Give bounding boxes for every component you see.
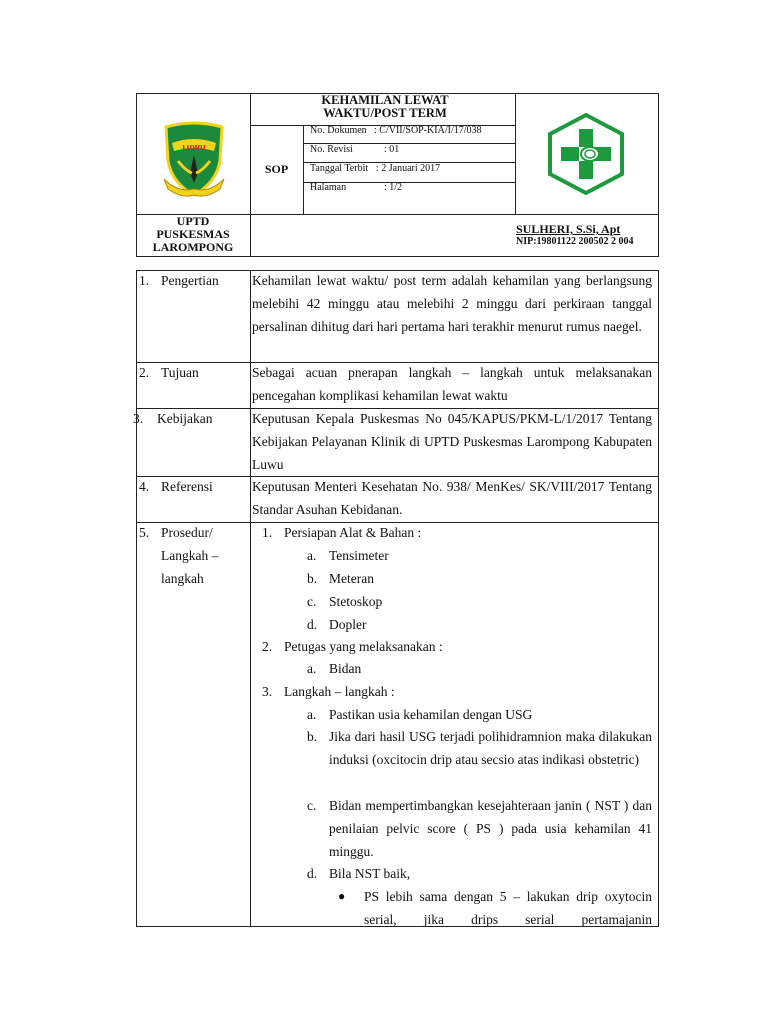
section-label-referensi [139,475,249,498]
section-num: 3. [133,411,144,426]
org-line: UPTD [176,214,210,228]
section-label-line: Langkah – [161,548,219,563]
item-text: Dopler [329,617,367,632]
section-label: Tujuan [161,365,199,380]
section-num: 5. [139,525,150,540]
puskesmas-logo [546,113,626,195]
list-item [307,590,382,613]
item-text: Bila NST baik, [329,866,411,881]
list-item [307,703,652,726]
section-label-line: Prosedur/ [161,525,213,540]
bullet-item [338,885,652,926]
item-text: Stetoskop [329,594,383,609]
step-title: Persiapan Alat & Bahan : [284,525,422,540]
signer-nip: NIP:19801122 200502 2 004 [516,236,634,247]
step-num: 1. [262,525,273,540]
doc-row-value: : C/VII/SOP-KIA/I/17/038 [374,125,482,136]
doc-row-label: Halaman [310,182,347,193]
list-item [307,567,374,590]
section-label: Kebijakan [157,411,213,426]
item-text: Bidan [329,661,362,676]
section-text-kebijakan: Keputusan Kepala Puskesmas No 045/KAPUS/PKM-L/1/2017 Tentang Kebijakan Pelayanan Klinik di UPTD Puskesmas Larompong Kabupaten Luwu [252,411,652,472]
section-text-pengertian: Kehamilan lewat waktu/ post term adalah kehamilan yang berlangsung melebihi 42 minggu atau melebihi 2 minggu dari perkiraan tanggal persalinan dihitug dari hari pertama hari terakhir menurut rumus naegel. [252,273,652,334]
section-text-tujuan: Sebagai acuan pnerapan langkah – langkah untuk melaksanakan pencegahan komplikasi kehamilan lewat waktu [252,365,652,403]
section-label-tujuan [139,361,249,384]
item-letter: a. [307,707,317,722]
item-text: Meteran [329,571,374,586]
doc-row-label: No. Dokumen [310,125,367,136]
section-label-kebijakan [133,407,249,430]
list-item [307,657,361,680]
doc-row-number [310,125,515,143]
doc-row-page [310,182,515,200]
section-num: 1. [139,273,150,288]
doc-row-value: : 2 Januari 2017 [376,163,441,174]
step-num: 3. [262,684,273,699]
item-letter: c. [307,798,317,813]
section-label-line: langkah [161,571,204,586]
item-letter: a. [307,548,317,563]
section-num: 4. [139,479,150,494]
item-letter: b. [307,729,318,744]
doc-row-label: No. Revisi [310,144,353,155]
org-line: LAROMPONG [152,240,234,254]
list-item [307,862,652,885]
section-label: Pengertian [161,273,219,288]
doc-row-label: Tanggal Terbit [310,163,369,174]
procedure-step [262,680,652,703]
step-title: Petugas yang melaksanakan : [284,639,443,654]
step-title: Langkah – langkah : [284,684,395,699]
item-letter: a. [307,661,317,676]
bullet-icon: ● [338,889,346,903]
org-name [136,215,250,254]
section-label-prosedur [139,521,249,590]
org-line: PUSKESMAS [156,227,230,241]
regency-logo [158,121,230,201]
item-letter: d. [307,866,318,881]
item-letter: b. [307,571,318,586]
section-label-pengertian [139,269,249,292]
item-text: Pastikan usia kehamilan dengan USG [329,707,533,722]
list-item [307,794,652,863]
procedure-step [262,635,652,658]
step-num: 2. [262,639,273,654]
item-text: Tensimeter [329,548,389,563]
item-letter: d. [307,617,318,632]
doc-row-date [310,162,515,180]
list-item [307,544,389,567]
svg-text:LUWU: LUWU [182,144,206,152]
item-text: Jika dari hasil USG terjadi polihidramnion maka dilakukan induksi (oxcitocin drip atau secsio atas indikasi obstetric) [329,729,652,767]
procedure-step [262,521,652,544]
section-num: 2. [139,365,150,380]
section-text-referensi: Keputusan Menteri Kesehatan No. 938/ MenKes/ SK/VIII/2017 Tentang Standar Asuhan Kebidanan. [252,479,652,517]
bullet-text: PS lebih sama dengan 5 – lakukan drip oxytocin serial, jika drips serial pertamajanin [364,889,652,926]
item-text: Bidan mempertimbangkan kesejahteraan janin ( NST ) dan penilaian pelvic score ( PS ) pada usia kehamilan 41 minggu. [329,798,652,859]
document-title: KEHAMILAN LEWAT WAKTU/POST TERM [321,93,449,120]
list-item [307,725,652,771]
doc-row-revision [310,143,515,161]
list-item [307,613,367,636]
signer-name: SULHERI, S.Si, Apt [516,222,621,236]
item-letter: c. [307,594,317,609]
section-label: Referensi [161,479,213,494]
doc-row-value: : 1/2 [384,182,403,193]
doc-row-value: : 01 [384,144,400,155]
sop-label: SOP [264,162,289,176]
